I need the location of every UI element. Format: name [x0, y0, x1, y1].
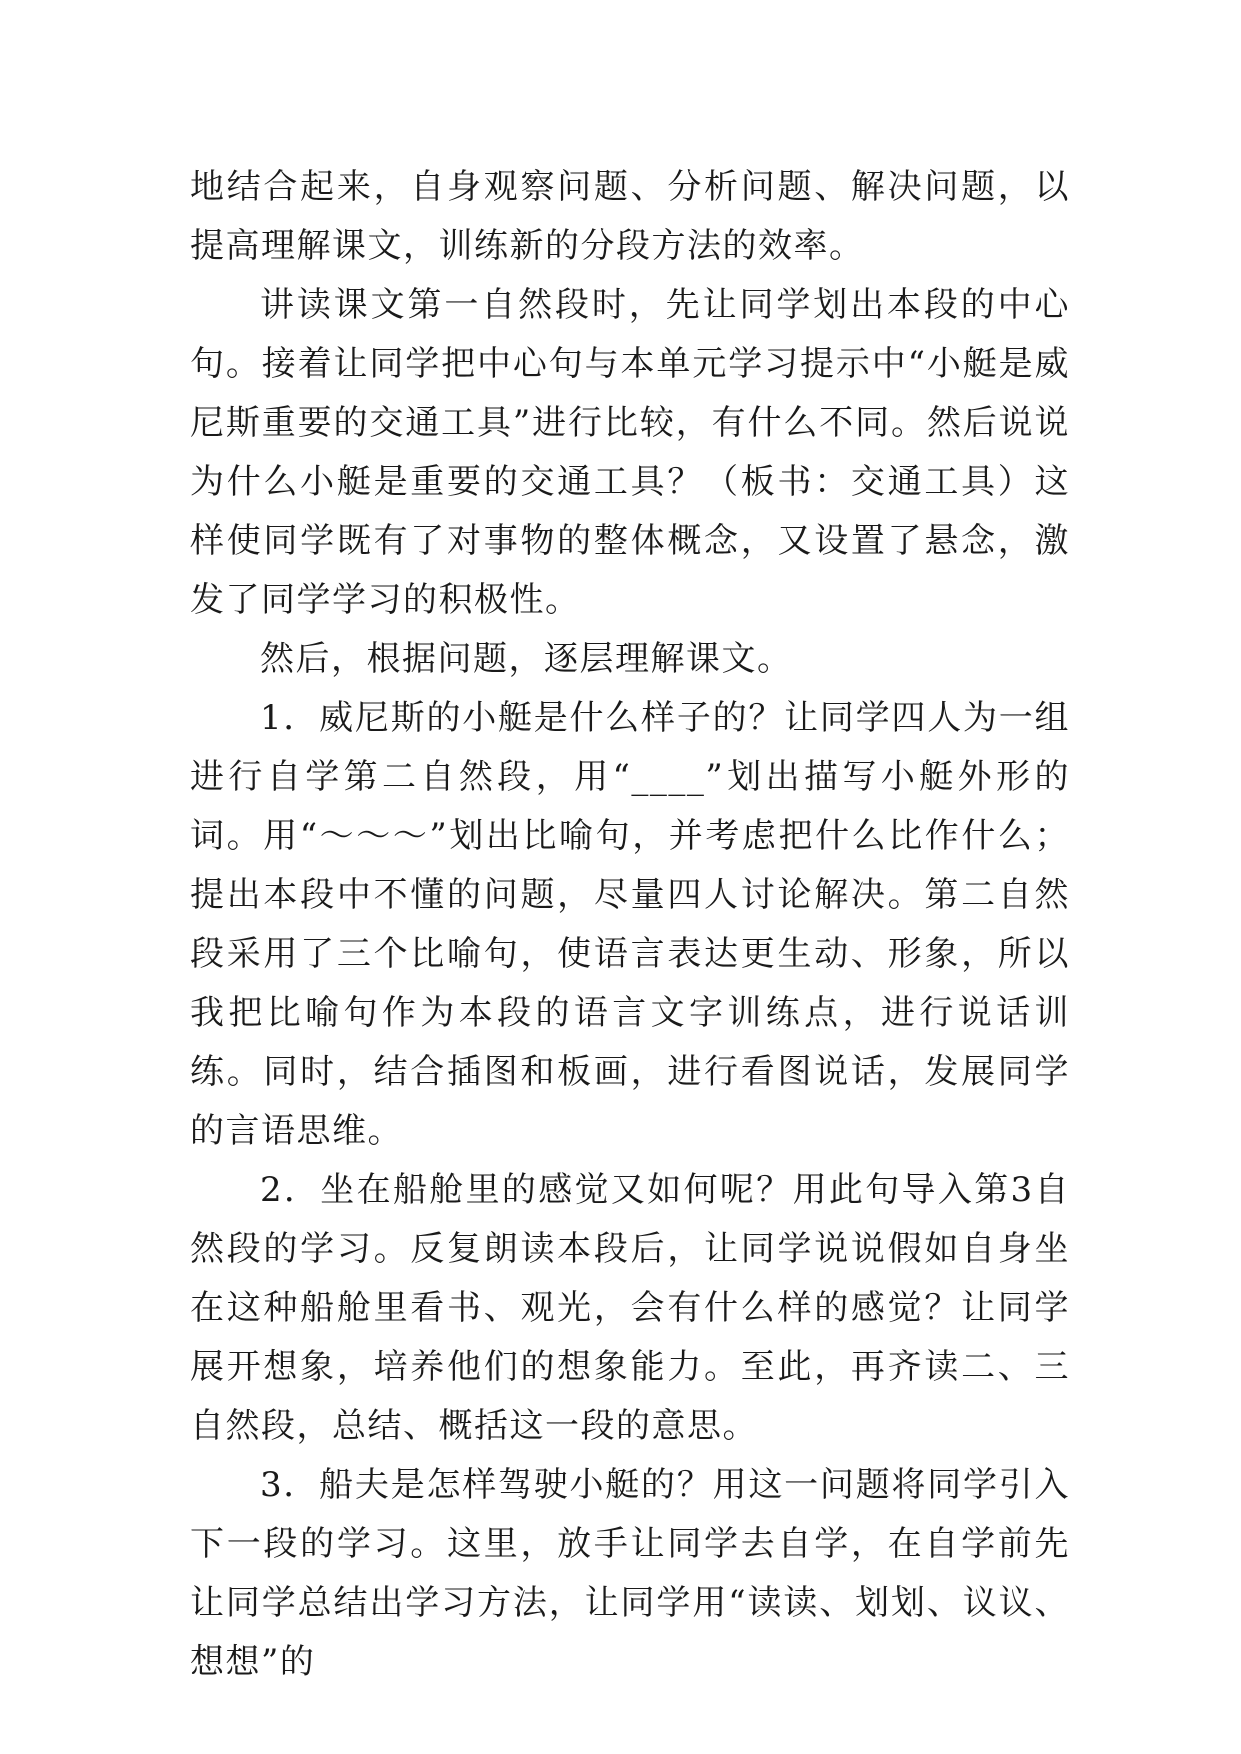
- body-text: [190, 158, 1070, 1692]
- paragraph-3: 然后，根据问题，逐层理解课文。: [260, 639, 793, 679]
- paragraph-2: 讲读课文第一自然段时，先让同学划出本段的中心句。接着让同学把中心句与本单元学习提示中“小艇是威尼斯重要的交通工具”进行比较，有什么不同。然后说说为什么小艇是重要的交通工具？（板书：交通工具）这样使同学既有了对事物的整体概念，又设置了悬念，激发了同学学习的积极性。: [190, 285, 1070, 620]
- paragraph-4: 1．威尼斯的小艇是什么样子的？让同学四人为一组进行自学第二自然段，用“____”划出描写小艇外形的词。用“～～～”划出比喻句，并考虑把什么比作什么；提出本段中不懂的问题，尽量四人讨论解决。第二自然段采用了三个比喻句，使语言表达更生动、形象，所以我把比喻句作为本段的语言文字训练点，进行说话训练。同时，结合插图和板画，进行看图说话，发展同学的言语思维。: [190, 698, 1070, 1151]
- paragraph-1: 地结合起来，自身观察问题、分析问题、解决问题，以提高理解课文，训练新的分段方法的效率。: [190, 167, 1070, 266]
- paragraph-6: 3．船夫是怎样驾驶小艇的？用这一问题将同学引入下一段的学习。这里，放手让同学去自学，在自学前先让同学总结出学习方法，让同学用“读读、划划、议议、想想”的: [190, 1465, 1070, 1682]
- paragraph-5: 2．坐在船舱里的感觉又如何呢？用此句导入第3自然段的学习。反复朗读本段后，让同学说说假如自身坐在这种船舱里看书、观光，会有什么样的感觉？让同学展开想象，培养他们的想象能力。至此，再齐读二、三自然段，总结、概括这一段的意思。: [190, 1170, 1070, 1446]
